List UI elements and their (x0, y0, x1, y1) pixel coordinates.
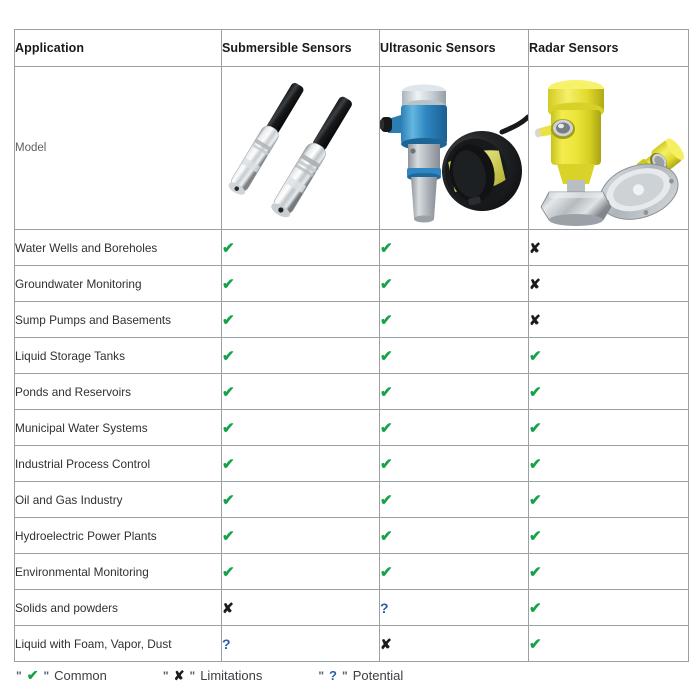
cell-ultrasonic (380, 230, 529, 266)
table-row (15, 410, 689, 446)
table-row (15, 338, 689, 374)
check-icon: ✔ (222, 455, 235, 473)
check-icon: ✔ (529, 491, 542, 509)
check-icon: ✔ (529, 599, 542, 617)
check-icon: ✔ (380, 419, 393, 437)
cross-icon: ✘ (529, 239, 541, 256)
cell-radar (529, 374, 689, 410)
check-icon: ✔ (380, 239, 393, 257)
check-icon: ✔ (222, 419, 235, 437)
cell-submersible (222, 338, 380, 374)
cross-icon: ✘ (380, 635, 392, 652)
legend (16, 667, 403, 684)
radar-sensor-photo (529, 67, 688, 229)
cell-submersible (222, 302, 380, 338)
cell-submersible (222, 266, 380, 302)
table-header (15, 30, 689, 67)
check-icon: ✔ (529, 635, 542, 653)
submersible-sensor-photo (222, 67, 379, 229)
application-label: Liquid Storage Tanks (15, 338, 222, 374)
cell-radar (529, 266, 689, 302)
check-icon: ✔ (529, 347, 542, 365)
cell-submersible (222, 482, 380, 518)
check-icon: ✔ (222, 491, 235, 509)
question-icon: ? (380, 599, 389, 616)
cell-radar (529, 518, 689, 554)
legend-cross-icon: ✘ (173, 667, 185, 683)
cell-radar (529, 230, 689, 266)
table-row (15, 266, 689, 302)
application-label: Groundwater Monitoring (15, 266, 222, 302)
cell-ultrasonic (380, 482, 529, 518)
check-icon: ✔ (222, 383, 235, 401)
legend-label: Limitations (200, 667, 263, 683)
cell-ultrasonic (380, 626, 529, 662)
cell-radar (529, 410, 689, 446)
header-radar-sensors: Radar Sensors (529, 30, 689, 67)
legend-check-icon: ✔ (26, 667, 39, 683)
table-row (15, 374, 689, 410)
cell-ultrasonic (380, 338, 529, 374)
radar-sensor-photo-cell (529, 67, 689, 230)
model-row (15, 67, 689, 230)
check-icon: ✔ (380, 455, 393, 473)
cell-ultrasonic (380, 374, 529, 410)
check-icon: ✔ (380, 275, 393, 293)
legend-quote-open: " (16, 669, 22, 683)
check-icon: ✔ (380, 563, 393, 581)
application-label: Oil and Gas Industry (15, 482, 222, 518)
cross-icon: ✘ (529, 311, 541, 328)
cell-ultrasonic (380, 590, 529, 626)
cell-ultrasonic (380, 554, 529, 590)
table-row (15, 230, 689, 266)
legend-label: Potential (352, 668, 404, 683)
application-label: Water Wells and Boreholes (15, 230, 222, 266)
table-body (15, 67, 689, 662)
cell-submersible (222, 410, 380, 446)
model-row-label: Model (15, 67, 222, 230)
legend-quote-close: " (43, 669, 50, 683)
cell-radar (529, 554, 689, 590)
legend-item-common (16, 667, 107, 684)
check-icon: ✔ (529, 455, 542, 473)
header-submersible-sensors: Submersible Sensors (222, 30, 380, 67)
question-icon: ? (222, 635, 231, 652)
table-row (15, 482, 689, 518)
legend-item-potential (318, 668, 403, 683)
check-icon: ✔ (380, 311, 393, 329)
cell-submersible (222, 626, 380, 662)
table-row (15, 302, 689, 338)
cell-radar (529, 446, 689, 482)
check-icon: ✔ (529, 383, 542, 401)
cell-radar (529, 338, 689, 374)
cell-ultrasonic (380, 518, 529, 554)
check-icon: ✔ (222, 347, 235, 365)
table-row (15, 446, 689, 482)
cell-submersible (222, 518, 380, 554)
cell-ultrasonic (380, 266, 529, 302)
application-label: Hydroelectric Power Plants (15, 518, 222, 554)
check-icon: ✔ (222, 563, 235, 581)
application-label: Ponds and Reservoirs (15, 374, 222, 410)
application-label: Municipal Water Systems (15, 410, 222, 446)
check-icon: ✔ (380, 491, 393, 509)
cell-ultrasonic (380, 446, 529, 482)
cell-ultrasonic (380, 302, 529, 338)
check-icon: ✔ (222, 275, 235, 293)
header-application: Application (15, 30, 222, 67)
check-icon: ✔ (380, 527, 393, 545)
check-icon: ✔ (222, 527, 235, 545)
table-row (15, 518, 689, 554)
check-icon: ✔ (529, 563, 542, 581)
legend-item-limitations (163, 668, 262, 684)
sensor-comparison-table (14, 29, 689, 662)
legend-label: Common (54, 668, 107, 683)
ultrasonic-sensor-photo (380, 67, 528, 229)
cell-radar (529, 626, 689, 662)
cell-submersible (222, 446, 380, 482)
cell-radar (529, 590, 689, 626)
cell-submersible (222, 590, 380, 626)
check-icon: ✔ (529, 419, 542, 437)
application-label: Sump Pumps and Basements (15, 302, 222, 338)
cell-submersible (222, 374, 380, 410)
legend-question-icon: ? (329, 668, 337, 683)
legend-quote-open: " (318, 669, 325, 683)
header-ultrasonic-sensors: Ultrasonic Sensors (380, 30, 529, 67)
application-label: Liquid with Foam, Vapor, Dust (15, 626, 222, 662)
check-icon: ✔ (222, 311, 235, 329)
cross-icon: ✘ (222, 599, 234, 616)
table-row (15, 590, 689, 626)
cell-radar (529, 302, 689, 338)
cell-radar (529, 482, 689, 518)
cell-ultrasonic (380, 410, 529, 446)
legend-quote-open: " (162, 668, 169, 683)
ultrasonic-sensor-photo-cell (380, 67, 529, 230)
check-icon: ✔ (529, 527, 542, 545)
application-label: Environmental Monitoring (15, 554, 222, 590)
table-row (15, 626, 689, 662)
cell-submersible (222, 230, 380, 266)
table-row (15, 554, 689, 590)
submersible-sensor-photo-cell (222, 67, 380, 230)
cross-icon: ✘ (529, 275, 541, 292)
application-label: Solids and powders (15, 590, 222, 626)
legend-quote-close: " (342, 669, 348, 683)
check-icon: ✔ (380, 347, 393, 365)
cell-submersible (222, 554, 380, 590)
application-label: Industrial Process Control (15, 446, 222, 482)
header-row (15, 30, 689, 67)
legend-quote-close: " (189, 668, 196, 683)
check-icon: ✔ (380, 383, 393, 401)
check-icon: ✔ (222, 239, 235, 257)
